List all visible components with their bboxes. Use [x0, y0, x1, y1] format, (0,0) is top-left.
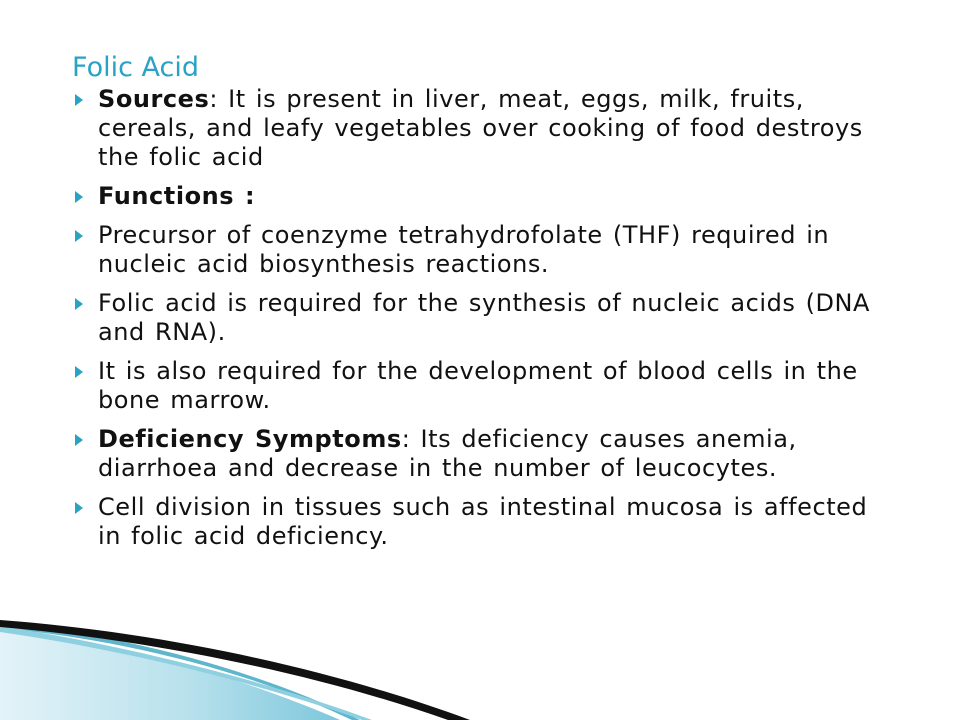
bullet-deficiency	[68, 425, 898, 483]
triangle-right-icon	[75, 502, 83, 514]
bullet-text: Cell division in tissues such as intestinal mucosa is affected in folic acid deficiency.	[98, 493, 868, 550]
triangle-right-icon	[75, 366, 83, 378]
bullet-separator: :	[209, 85, 218, 113]
bullet-separator: :	[234, 182, 256, 210]
triangle-right-icon	[75, 434, 83, 446]
bullet-sources	[68, 85, 898, 172]
bullet-lead: Functions	[98, 182, 235, 210]
bullet-blood-cells	[68, 357, 898, 415]
slide-title: Folic Acid	[72, 52, 199, 83]
bullet-text: Folic acid is required for the synthesis of nucleic acids (DNA and RNA).	[98, 289, 871, 346]
bullet-cell-division	[68, 493, 898, 551]
bullet-synthesis	[68, 289, 898, 347]
bullet-list	[68, 85, 898, 561]
bullet-lead: Deficiency Symptoms	[98, 425, 402, 453]
bullet-separator: :	[401, 425, 411, 453]
bullet-precursor	[68, 221, 898, 279]
triangle-right-icon	[75, 298, 83, 310]
bullet-text: It is also required for the development of blood cells in the bone marrow.	[98, 357, 858, 414]
bullet-functions	[68, 182, 898, 211]
triangle-right-icon	[75, 230, 83, 242]
bullet-lead: Sources	[98, 85, 210, 113]
triangle-right-icon	[75, 191, 83, 203]
triangle-right-icon	[75, 94, 83, 106]
bullet-text: Its deficiency causes anemia, diarrhoea and decrease in the number of leucocytes.	[98, 425, 797, 482]
bullet-text: Precursor of coenzyme tetrahydrofolate (THF) required in nucleic acid biosynthesis reactions.	[98, 221, 830, 278]
bullet-text: It is present in liver, meat, eggs, milk, fruits, cereals, and leafy vegetables over cooking of food destroys the folic acid	[98, 85, 863, 171]
